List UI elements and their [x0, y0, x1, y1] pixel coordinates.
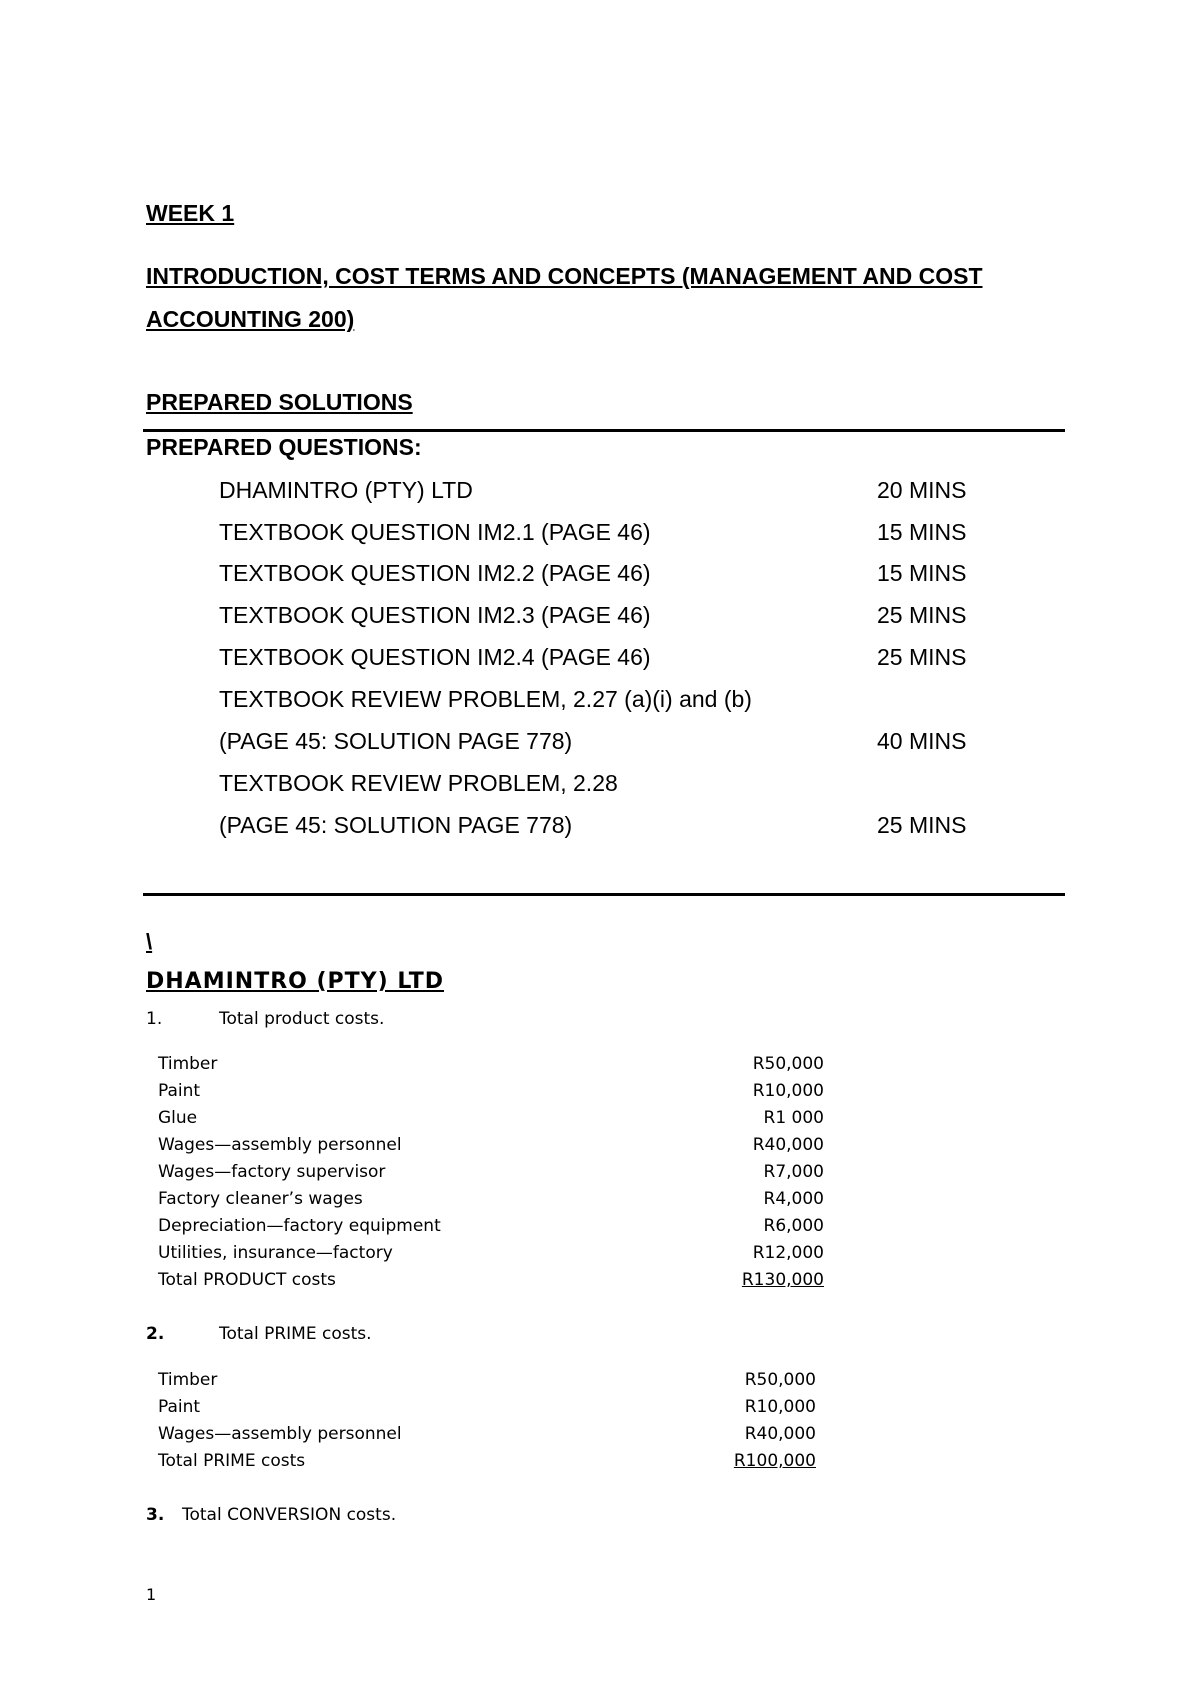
cost-label: Wages—assembly personnel	[158, 1135, 402, 1155]
top-rule	[143, 429, 1065, 432]
total-prime-label: Total PRIME costs	[158, 1451, 306, 1471]
question-time: 20 MINS	[877, 477, 967, 503]
cost-label: Paint	[158, 1397, 201, 1417]
cost-value: R50,000	[744, 1370, 816, 1390]
question-text: DHAMINTRO (PTY) LTD	[219, 477, 473, 503]
backslash-mark: \	[146, 929, 153, 954]
title-line-1: INTRODUCTION, COST TERMS AND CONCEPTS (MANAGEMENT AND COST	[146, 263, 983, 289]
title-line-2: ACCOUNTING 200)	[146, 306, 355, 332]
question-time: 40 MINS	[877, 728, 967, 754]
question-text: (PAGE 45: SOLUTION PAGE 778)	[219, 812, 573, 838]
question-time: 25 MINS	[877, 812, 967, 838]
question-text: TEXTBOOK QUESTION IM2.1 (PAGE 46)	[219, 519, 651, 545]
total-prime-value: R100,000	[733, 1451, 816, 1471]
company-heading: DHAMINTRO (PTY) LTD	[146, 969, 444, 994]
total-product-label: Total PRODUCT costs	[158, 1270, 336, 1290]
cost-label: Factory cleaner’s wages	[158, 1189, 363, 1209]
section-2-title: Total PRIME costs.	[219, 1324, 372, 1344]
prepared-solutions-heading: PREPARED SOLUTIONS	[146, 389, 413, 415]
section-2-number: 2.	[146, 1324, 165, 1344]
cost-value: R1 000	[763, 1108, 824, 1128]
cost-label: Depreciation—factory equipment	[158, 1216, 441, 1236]
section-1-title: Total product costs.	[219, 1009, 385, 1029]
question-text: TEXTBOOK QUESTION IM2.2 (PAGE 46)	[219, 560, 651, 586]
cost-label: Wages—assembly personnel	[158, 1424, 402, 1444]
question-text: (PAGE 45: SOLUTION PAGE 778)	[219, 728, 573, 754]
cost-value: R10,000	[752, 1081, 824, 1101]
question-time: 15 MINS	[877, 560, 967, 586]
cost-label: Glue	[158, 1108, 198, 1128]
cost-value: R50,000	[752, 1054, 824, 1074]
cost-label: Timber	[158, 1054, 218, 1074]
question-text: TEXTBOOK REVIEW PROBLEM, 2.27 (a)(i) and (b)	[219, 686, 752, 712]
week-heading: WEEK 1	[146, 200, 235, 226]
bottom-rule	[143, 893, 1065, 896]
cost-value: R7,000	[763, 1162, 824, 1182]
question-time: 15 MINS	[877, 519, 967, 545]
question-text: TEXTBOOK QUESTION IM2.4 (PAGE 46)	[219, 644, 651, 670]
cost-value: R10,000	[744, 1397, 816, 1417]
question-time: 25 MINS	[877, 602, 967, 628]
cost-value: R40,000	[752, 1135, 824, 1155]
question-text: TEXTBOOK QUESTION IM2.3 (PAGE 46)	[219, 602, 651, 628]
cost-label: Utilities, insurance—factory	[158, 1243, 393, 1263]
cost-label: Wages—factory supervisor	[158, 1162, 386, 1182]
cost-value: R6,000	[763, 1216, 824, 1236]
total-product-value: R130,000	[741, 1270, 824, 1290]
cost-value: R12,000	[752, 1243, 824, 1263]
cost-label: Timber	[158, 1370, 218, 1390]
cost-value: R40,000	[744, 1424, 816, 1444]
section-3-title: Total CONVERSION costs.	[182, 1505, 397, 1525]
question-text: TEXTBOOK REVIEW PROBLEM, 2.28	[219, 770, 618, 796]
question-time: 25 MINS	[877, 644, 967, 670]
page-number: 1	[146, 1585, 157, 1604]
cost-label: Paint	[158, 1081, 201, 1101]
prepared-questions-heading: PREPARED QUESTIONS:	[146, 434, 422, 460]
section-1-number: 1.	[146, 1009, 163, 1029]
section-3-number: 3.	[146, 1505, 165, 1525]
cost-value: R4,000	[763, 1189, 824, 1209]
